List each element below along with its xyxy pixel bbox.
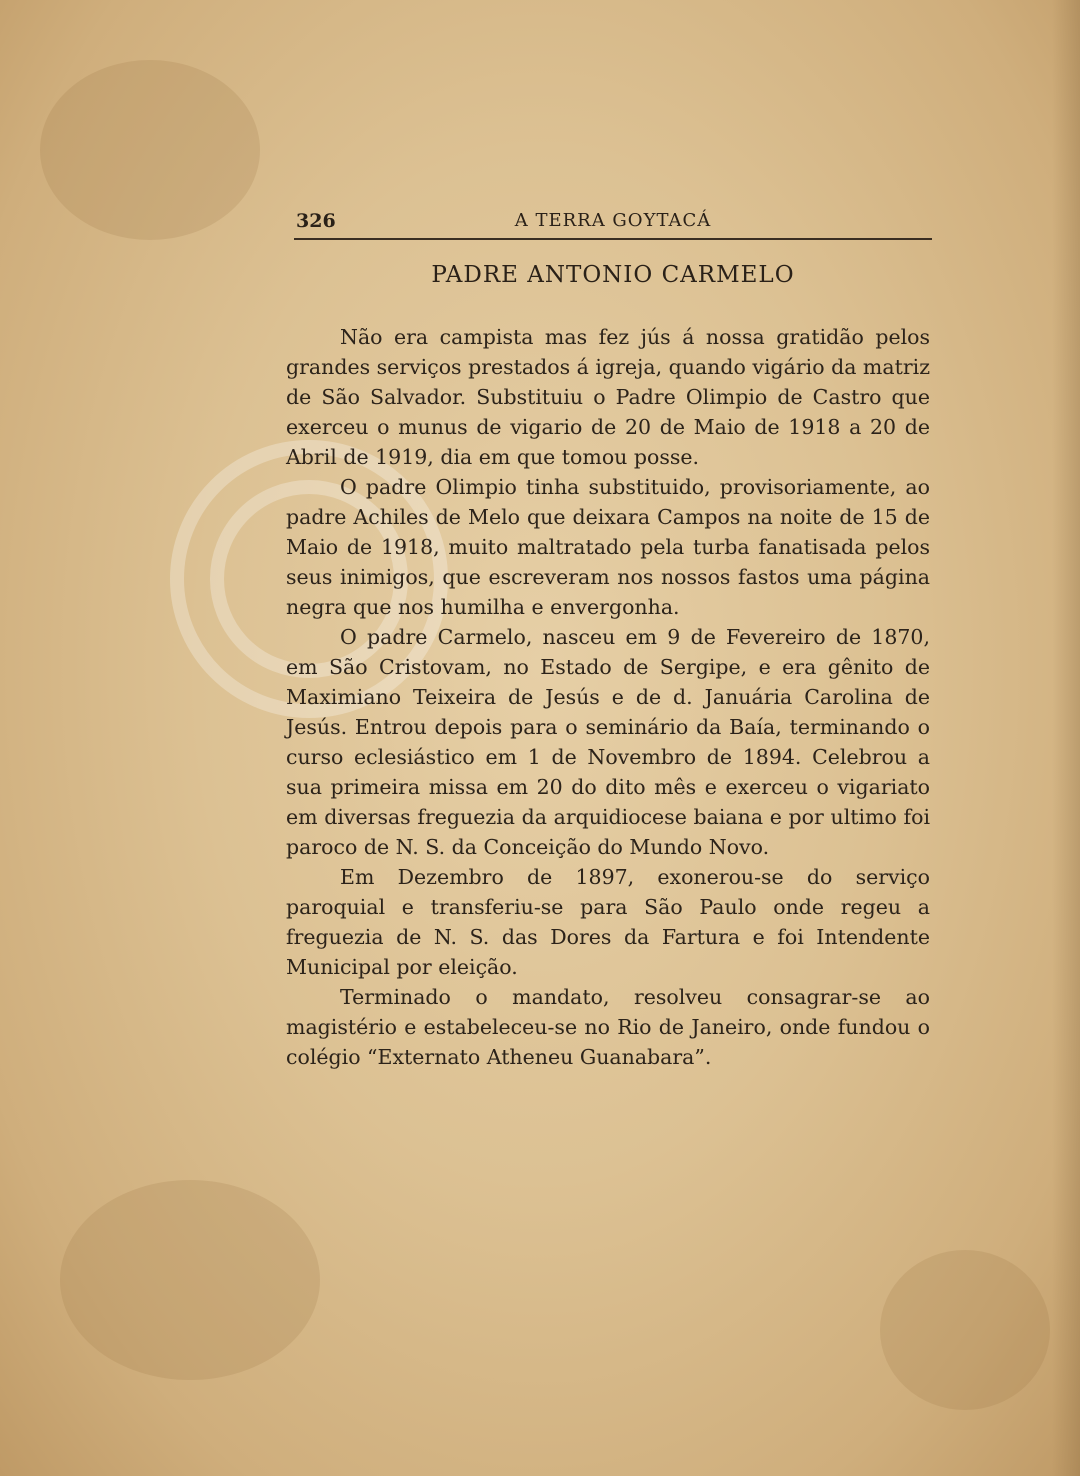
page-edge-shadow	[1052, 0, 1080, 1476]
paragraph: Terminado o mandato, resolveu consagrar-se ao magistério e estabeleceu-se no Rio de Janeiro, onde fundou o colégio “Externato Atheneu Guanabara”.	[286, 985, 930, 1069]
running-title: A TERRA GOYTACÁ	[514, 210, 712, 231]
header-rule	[294, 238, 932, 240]
paragraph: Em Dezembro de 1897, exonerou-se do serviço paroquial e transferiu-se para São Paulo onde regeu a freguezia de N. S. das Dores da Fartura e foi Intendente Municipal por eleição.	[286, 865, 930, 979]
page-header	[296, 210, 930, 238]
paragraph: Não era campista mas fez jús á nossa gratidão pelos grandes serviços prestados á igreja, quando vigário da matriz de São Salvador. Substituiu o Padre Olimpio de Castro que exerceu o munus de vigario de 20 de Maio de 1918 a 20 de Abril de 1919, dia em que tomou posse.	[286, 325, 930, 469]
chapter-title: PADRE ANTONIO CARMELO	[431, 262, 795, 288]
paragraph: O padre Carmelo, nasceu em 9 de Fevereiro de 1870, em São Cristovam, no Estado de Sergipe, e era gênito de Maximiano Teixeira de Jesús e de d. Januária Carolina de Jesús. Entrou depois para o seminário da Baía, terminando o curso eclesiástico em 1 de Novembro de 1894. Celebrou a sua primeira missa em 20 do dito mês e exerceu o vigariato em diversas freguezia da arquidiocese baiana e por ultimo foi paroco de N. S. da Conceição do Mundo Novo.	[286, 625, 930, 859]
page-number: 326	[296, 210, 336, 232]
body-text	[286, 322, 930, 1072]
paper-stain	[880, 1250, 1050, 1410]
paper-stain	[60, 1180, 320, 1380]
paragraph: O padre Olimpio tinha substituido, provisoriamente, ao padre Achiles de Melo que deixara Campos na noite de 15 de Maio de 1918, muito maltratado pela turba fanatisada pelos seus inimigos, que escreveram nos nossos fastos uma página negra que nos humilha e envergonha.	[286, 475, 930, 619]
paper-stain	[40, 60, 260, 240]
